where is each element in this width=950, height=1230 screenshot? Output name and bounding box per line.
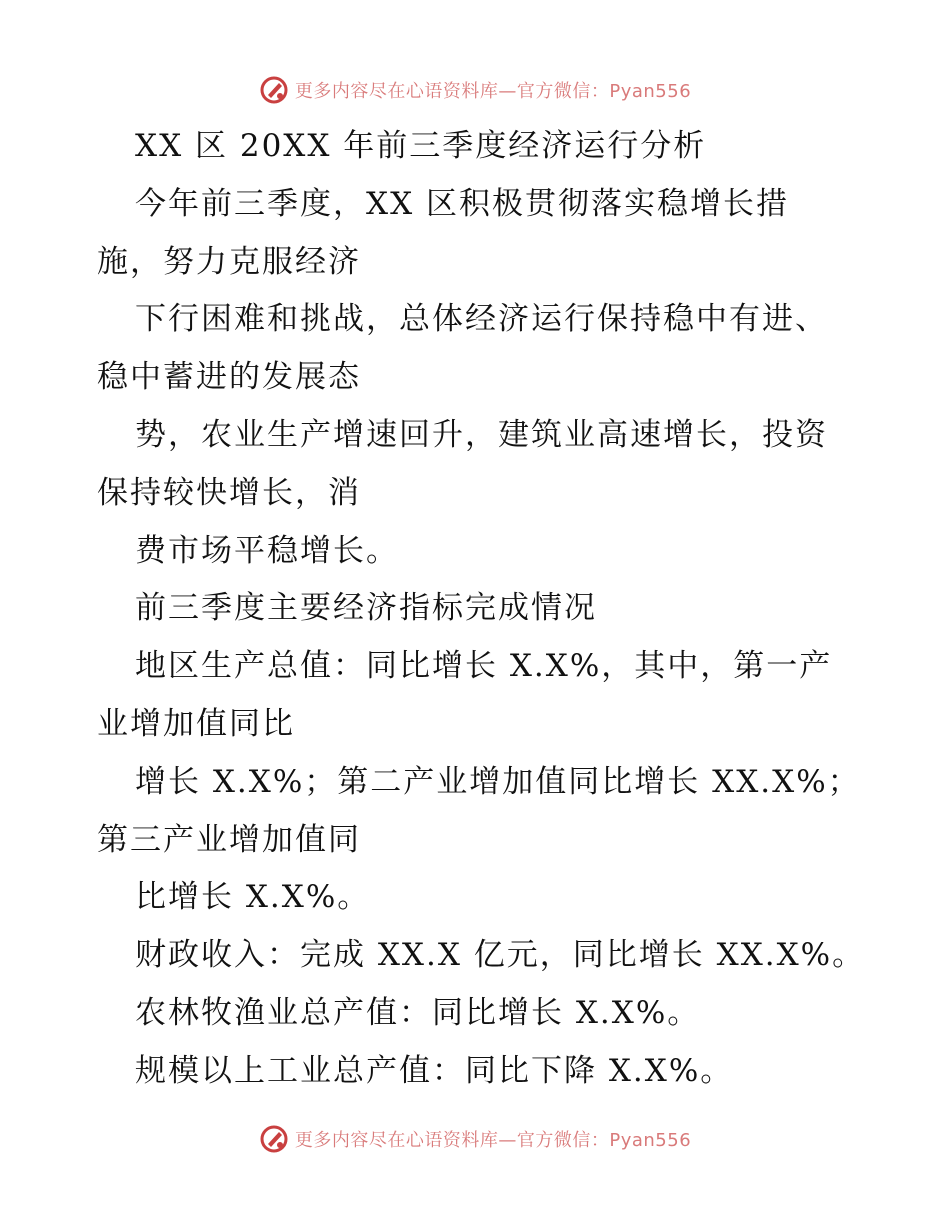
paragraph-line: 规模以上工业总产值：同比下降 X.X%。 [135, 1052, 734, 1089]
paragraph-line: 稳中蓄进的发展态 [97, 359, 361, 396]
watermark-text: 更多内容尽在心语资料库—官方微信：Pyan556 [294, 81, 692, 102]
watermark-text: 更多内容尽在心语资料库—官方微信：Pyan556 [294, 1130, 692, 1151]
paragraph-line: 第三产业增加值同 [97, 821, 361, 858]
section-heading: 前三季度主要经济指标完成情况 [135, 590, 597, 627]
paragraph-line: 农林牧渔业总产值：同比增长 X.X%。 [135, 994, 701, 1031]
footer-watermark [0, 1119, 950, 1159]
watermark-logo-icon [259, 1124, 289, 1154]
paragraph-line: 今年前三季度，XX 区积极贯彻落实稳增长措 [135, 185, 789, 222]
header-watermark [0, 70, 950, 110]
paragraph-line: 地区生产总值：同比增长 X.X%，其中，第一产 [135, 648, 833, 685]
paragraph-line: 势，农业生产增速回升，建筑业高速增长，投资 [135, 416, 828, 453]
paragraph-line: 比增长 X.X%。 [135, 879, 371, 916]
watermark-logo-icon [259, 75, 289, 105]
paragraph-line: 财政收入：完成 XX.X 亿元，同比增长 XX.X%。 [135, 937, 866, 974]
paragraph-line: 施，努力克服经济 [97, 243, 361, 280]
document-title: XX 区 20XX 年前三季度经济运行分析 [135, 128, 707, 164]
document-body [97, 118, 866, 1101]
paragraph-line: 业增加值同比 [97, 705, 295, 742]
paragraph-line: 下行困难和挑战，总体经济运行保持稳中有进、 [135, 301, 828, 338]
paragraph-line: 费市场平稳增长。 [135, 532, 399, 569]
paragraph-line: 增长 X.X%；第二产业增加值同比增长 XX.X%； [135, 763, 861, 800]
paragraph-line: 保持较快增长，消 [97, 474, 361, 511]
